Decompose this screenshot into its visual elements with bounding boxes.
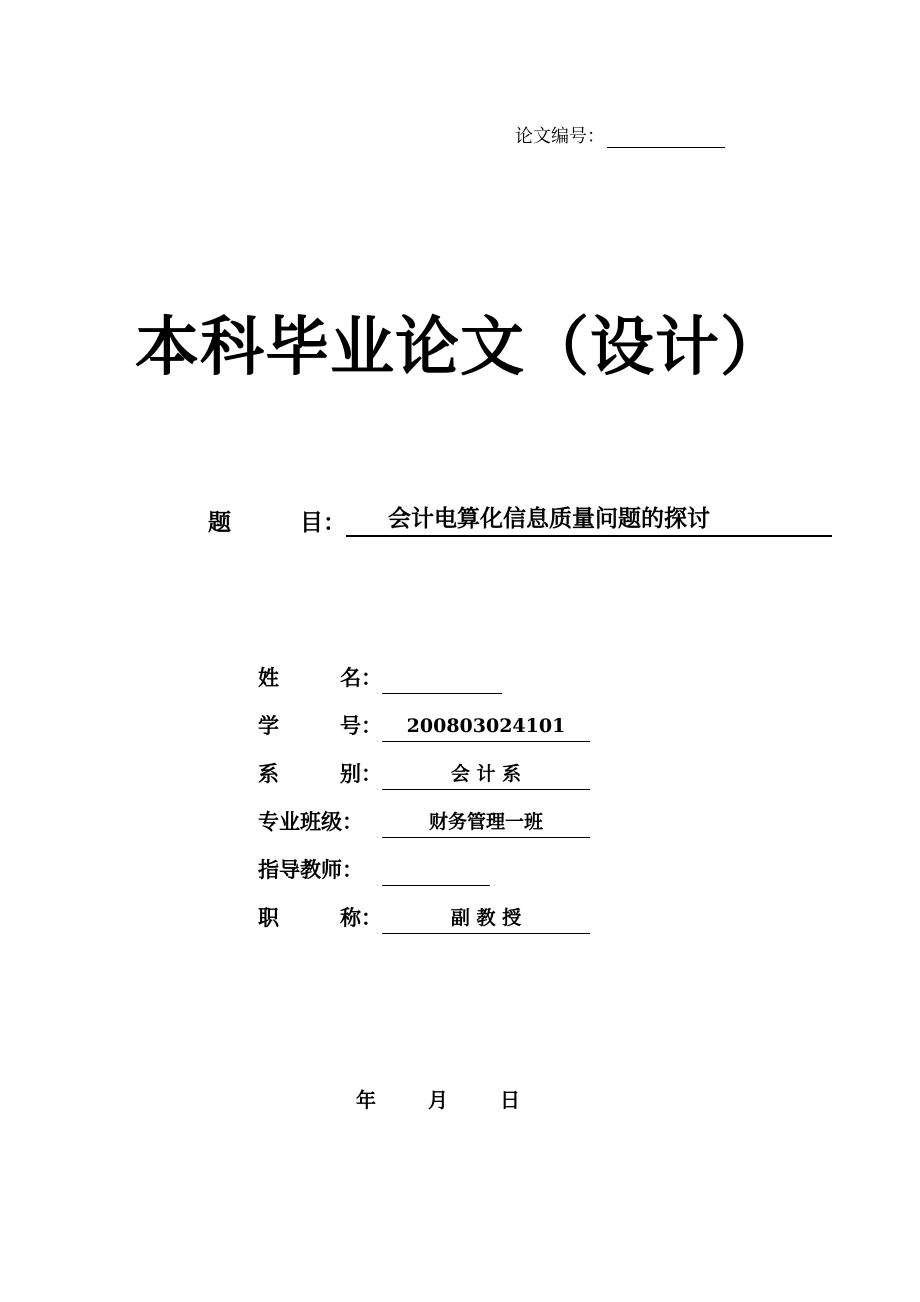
info-row-name (258, 646, 590, 694)
info-row-major-class (258, 790, 590, 838)
paper-number-field (515, 122, 725, 148)
department-label-left: 系 (258, 761, 279, 786)
student-id-label (258, 710, 382, 742)
title-rank-label-right: 称： (340, 905, 382, 930)
name-value (382, 663, 502, 694)
department-value: 会 计 系 (382, 759, 590, 790)
date-line (356, 1084, 520, 1113)
advisor-value (382, 855, 490, 886)
major-class-label: 专业班级： (258, 809, 363, 834)
student-id-value: 200803024101 (382, 711, 590, 742)
topic-row (208, 503, 832, 537)
title-rank-value: 副 教 授 (382, 903, 590, 934)
department-label-right: 别： (340, 761, 382, 786)
name-label-right: 名： (340, 665, 382, 690)
topic-value: 会计电算化信息质量问题的探讨 (346, 503, 832, 537)
info-row-title-rank (258, 886, 590, 934)
title-rank-label (258, 902, 382, 934)
topic-label (208, 504, 346, 537)
info-row-department (258, 742, 590, 790)
department-label (258, 758, 382, 790)
topic-label-left: 题 (208, 509, 231, 536)
student-info-block (258, 646, 590, 934)
student-id-label-right: 号： (340, 713, 382, 738)
name-label (258, 662, 382, 694)
name-label-left: 姓 (258, 665, 279, 690)
paper-number-label: 论文编号： (515, 126, 605, 147)
info-row-student-id (258, 694, 590, 742)
topic-label-right: 目： (300, 509, 346, 536)
title-rank-label-left: 职 (258, 905, 279, 930)
paper-number-blank (607, 125, 725, 148)
advisor-label: 指导教师： (258, 857, 363, 882)
date-gap (448, 1084, 500, 1113)
major-class-value: 财务管理一班 (382, 807, 590, 838)
date-day: 日 (500, 1088, 520, 1112)
info-row-advisor (258, 838, 590, 886)
date-year: 年 (356, 1088, 376, 1112)
date-gap (376, 1084, 428, 1113)
date-month: 月 (428, 1088, 448, 1112)
student-id-label-left: 学 (258, 713, 279, 738)
document-title: 本科毕业论文（设计） (135, 311, 785, 385)
